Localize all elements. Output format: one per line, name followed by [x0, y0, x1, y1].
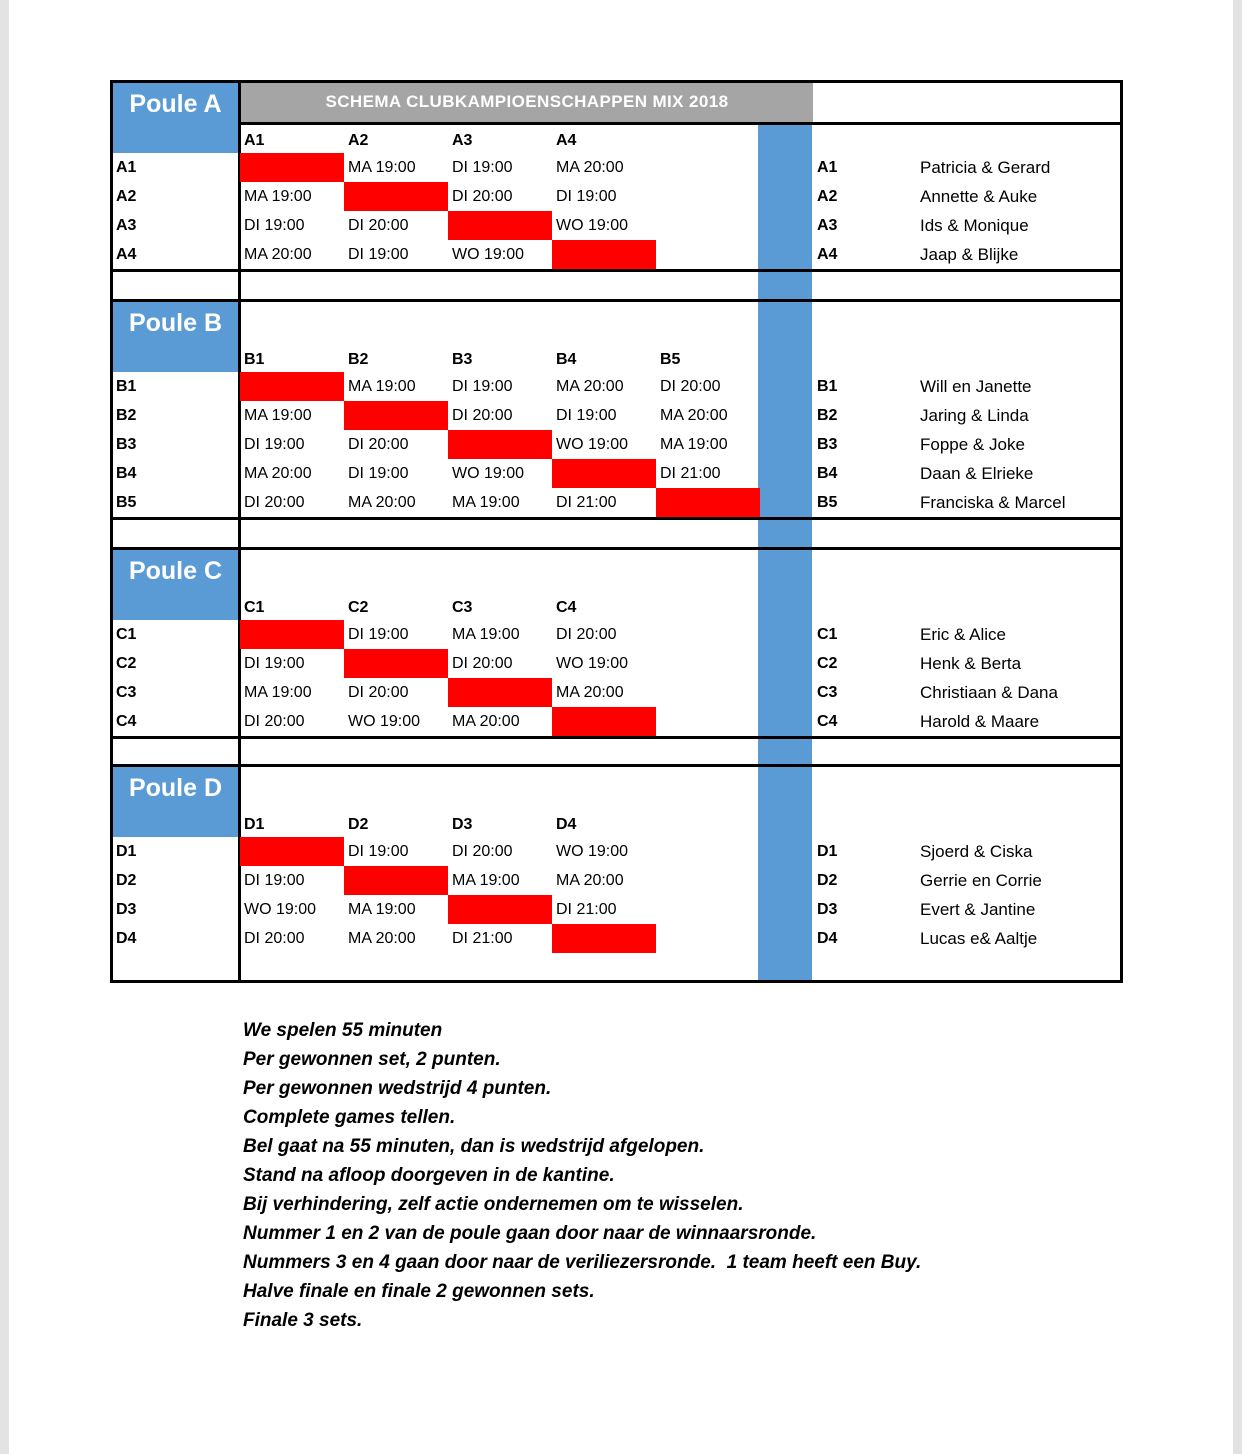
row-label: A1	[116, 159, 137, 176]
schedule-cell: DI 19:00	[244, 436, 305, 453]
team-name: Ids & Monique	[920, 216, 1029, 235]
schedule-cell-self	[552, 459, 656, 488]
row-label: B4	[116, 465, 137, 482]
team-name: Will en Janette	[920, 377, 1032, 396]
schedule-cell-self	[240, 372, 344, 401]
schedule-cell-self	[344, 649, 448, 678]
row-label: C4	[116, 713, 137, 730]
spacer-row	[110, 739, 1123, 764]
note-line: Stand na afloop doorgeven in de kantine.	[243, 1165, 615, 1186]
team-code: C4	[817, 713, 838, 730]
grid-column-header: B3	[452, 351, 473, 368]
schedule-cell: MA 19:00	[348, 378, 416, 395]
schedule-cell-self	[344, 401, 448, 430]
schedule-cell: WO 19:00	[452, 246, 525, 263]
schedule-cell: DI 20:00	[348, 436, 409, 453]
row-label: D3	[116, 901, 137, 918]
team-name: Evert & Jantine	[920, 900, 1036, 919]
schedule-cell: DI 21:00	[660, 465, 721, 482]
schedule-cell-self	[240, 153, 344, 182]
schedule-cell: DI 20:00	[660, 378, 721, 395]
poule-label: Poule A	[129, 90, 222, 118]
schema-title: SCHEMA CLUBKAMPIOENSCHAPPEN MIX 2018	[325, 92, 729, 111]
schedule-cell: MA 19:00	[452, 494, 520, 511]
note-line: Per gewonnen set, 2 punten.	[243, 1049, 501, 1070]
team-code: C3	[817, 684, 838, 701]
note-line: We spelen 55 minuten	[243, 1020, 443, 1041]
spacer-divider	[238, 272, 241, 299]
schedule-cell: DI 19:00	[556, 407, 617, 424]
team-code: D2	[817, 872, 838, 889]
schedule-cell: MA 19:00	[348, 901, 416, 918]
schedule-cell-self	[448, 430, 552, 459]
team-name: Patricia & Gerard	[920, 158, 1051, 177]
poule-label-box	[113, 302, 238, 372]
schedule-cell-self	[344, 866, 448, 895]
schedule-cell: MA 20:00	[348, 930, 416, 947]
schedule-cell: DI 19:00	[244, 872, 305, 889]
row-label: A3	[116, 217, 137, 234]
grid-column-header: B5	[660, 351, 681, 368]
schedule-cell: DI 21:00	[556, 494, 617, 511]
schedule-cell: DI 21:00	[452, 930, 513, 947]
schedule-cell: DI 20:00	[556, 626, 617, 643]
grid-column-header: B1	[244, 351, 265, 368]
row-label: B3	[116, 436, 137, 453]
poule-section	[110, 764, 1123, 983]
team-name: Eric & Alice	[920, 625, 1006, 644]
row-label: C3	[116, 684, 137, 701]
team-name: Harold & Maare	[920, 712, 1040, 731]
schedule-cell: MA 20:00	[660, 407, 728, 424]
poule-label: Poule C	[128, 557, 223, 585]
schedule-cell: WO 19:00	[556, 655, 629, 672]
schedule-cell: DI 19:00	[556, 188, 617, 205]
schedule-cell: MA 20:00	[556, 159, 624, 176]
team-name: Sjoerd & Ciska	[920, 842, 1033, 861]
schedule-cell: MA 19:00	[244, 407, 312, 424]
note-line: Nummers 3 en 4 gaan door naar de veriliezersronde. 1 team heeft een Buy.	[243, 1252, 922, 1273]
note-line: Per gewonnen wedstrijd 4 punten.	[243, 1078, 552, 1099]
schedule-cell: WO 19:00	[348, 713, 421, 730]
schedule-cell: DI 20:00	[244, 930, 305, 947]
team-code: D4	[817, 930, 838, 947]
grid-column-header: D4	[556, 816, 577, 833]
schedule-cell: DI 20:00	[452, 655, 513, 672]
team-code: A4	[817, 246, 838, 263]
team-code: B2	[817, 407, 838, 424]
schedule-cell: MA 19:00	[452, 872, 520, 889]
team-code: B3	[817, 436, 838, 453]
team-name: Daan & Elrieke	[920, 464, 1034, 483]
row-label: D4	[116, 930, 137, 947]
schedule-cell: MA 19:00	[660, 436, 728, 453]
schedule-cell: DI 20:00	[348, 217, 409, 234]
team-code: A2	[817, 188, 838, 205]
row-label: D2	[116, 872, 137, 889]
grid-column-header: A3	[452, 132, 473, 149]
team-code: B5	[817, 494, 838, 511]
header-underline	[813, 122, 1120, 125]
spacer-divider	[238, 739, 241, 764]
schedule-cell: MA 20:00	[556, 872, 624, 889]
spacer-divider	[238, 520, 241, 547]
schedule-cell-self	[552, 240, 656, 269]
schema-title-band	[241, 83, 813, 125]
schedule-cell: MA 19:00	[244, 188, 312, 205]
poule-section	[110, 547, 1123, 739]
poule-label: Poule D	[128, 774, 223, 802]
schedule-cell: WO 19:00	[452, 465, 525, 482]
team-name: Jaring & Linda	[920, 406, 1029, 425]
row-label: B5	[116, 494, 137, 511]
spacer-row	[110, 520, 1123, 547]
schedule-cell: DI 20:00	[348, 684, 409, 701]
schedule-cell: MA 19:00	[452, 626, 520, 643]
poule-section	[110, 299, 1123, 520]
team-name: Lucas e& Aaltje	[920, 929, 1038, 948]
schedule-cell: DI 20:00	[244, 494, 305, 511]
schedule-cell: MA 20:00	[348, 494, 416, 511]
grid-column-header: C4	[556, 599, 577, 616]
team-code: D1	[817, 843, 838, 860]
team-code: A3	[817, 217, 838, 234]
schedule-cell-self	[656, 488, 760, 517]
team-name: Gerrie en Corrie	[920, 871, 1042, 890]
note-line: Nummer 1 en 2 van de poule gaan door naar de winnaarsronde.	[243, 1223, 817, 1244]
team-code: B4	[817, 465, 838, 482]
note-line: Halve finale en finale 2 gewonnen sets.	[243, 1281, 595, 1302]
schedule-cell-self	[344, 182, 448, 211]
schedule-cell: DI 19:00	[452, 159, 513, 176]
note-line: Finale 3 sets.	[243, 1310, 363, 1331]
schedule-cell: DI 19:00	[348, 843, 409, 860]
row-label: A2	[116, 188, 137, 205]
schedule-cell-self	[448, 678, 552, 707]
row-label: D1	[116, 843, 137, 860]
team-code: C1	[817, 626, 838, 643]
team-code: B1	[817, 378, 838, 395]
schedule-cell: DI 21:00	[556, 901, 617, 918]
schedule-cell: MA 20:00	[556, 378, 624, 395]
schedule-cell: MA 20:00	[244, 246, 312, 263]
schedule-cell: DI 20:00	[244, 713, 305, 730]
grid-column-header: D1	[244, 816, 265, 833]
schedule-cell: WO 19:00	[556, 843, 629, 860]
schedule-cell: WO 19:00	[556, 217, 629, 234]
grid-column-header: B2	[348, 351, 369, 368]
schedule-cell: DI 19:00	[348, 626, 409, 643]
poule-section	[110, 80, 1123, 272]
schedule-cell: WO 19:00	[244, 901, 317, 918]
row-label: B1	[116, 378, 137, 395]
poule-label-box	[113, 767, 238, 837]
note-line: Bel gaat na 55 minuten, dan is wedstrijd afgelopen.	[243, 1136, 705, 1157]
schedule-cell-self	[448, 895, 552, 924]
poule-label-box	[113, 550, 238, 620]
schedule-cell-self	[552, 707, 656, 736]
note-line: Complete games tellen.	[243, 1107, 456, 1128]
schedule-cell-self	[240, 620, 344, 649]
schedule-cell: MA 19:00	[348, 159, 416, 176]
schedule-cell: DI 20:00	[452, 407, 513, 424]
grid-column-header: A2	[348, 132, 369, 149]
schedule-cell: DI 20:00	[452, 188, 513, 205]
row-label: C1	[116, 626, 137, 643]
grid-column-header: D2	[348, 816, 369, 833]
team-name: Christiaan & Dana	[920, 683, 1058, 702]
schedule-cell: DI 19:00	[452, 378, 513, 395]
schedule-cell-self	[552, 924, 656, 953]
grid-column-header: B4	[556, 351, 577, 368]
schedule-cell: MA 20:00	[556, 684, 624, 701]
schedule-cell: DI 19:00	[244, 217, 305, 234]
grid-column-header: C2	[348, 599, 369, 616]
schedule-cell-self	[448, 211, 552, 240]
spacer-row	[110, 272, 1123, 299]
schedule-cell: MA 20:00	[244, 465, 312, 482]
schedule-cell: DI 19:00	[348, 465, 409, 482]
schedule-cell: MA 19:00	[244, 684, 312, 701]
grid-column-header: C3	[452, 599, 473, 616]
team-name: Foppe & Joke	[920, 435, 1025, 454]
team-name: Franciska & Marcel	[920, 493, 1066, 512]
grid-column-header: A1	[244, 132, 265, 149]
row-label: B2	[116, 407, 137, 424]
grid-column-header: A4	[556, 132, 577, 149]
row-label: C2	[116, 655, 137, 672]
note-line: Bij verhindering, zelf actie ondernemen om te wisselen.	[243, 1194, 744, 1215]
rules-notes	[243, 1016, 921, 1335]
team-code: C2	[817, 655, 838, 672]
team-code: D3	[817, 901, 838, 918]
page-edge-left	[0, 0, 9, 1454]
schedule-cell: WO 19:00	[556, 436, 629, 453]
row-label: A4	[116, 246, 137, 263]
page-edge-right	[1233, 0, 1242, 1454]
schedule-cell-self	[240, 837, 344, 866]
team-name: Annette & Auke	[920, 187, 1038, 206]
schedule-cell: DI 19:00	[244, 655, 305, 672]
team-name: Jaap & Blijke	[920, 245, 1019, 264]
poule-label: Poule B	[128, 309, 223, 337]
grid-column-header: D3	[452, 816, 473, 833]
team-name: Henk & Berta	[920, 654, 1022, 673]
schedule-cell: DI 19:00	[348, 246, 409, 263]
poule-label-box	[113, 83, 238, 153]
schedule-cell: DI 20:00	[452, 843, 513, 860]
team-code: A1	[817, 159, 838, 176]
schedule-cell: MA 20:00	[452, 713, 520, 730]
grid-column-header: C1	[244, 599, 265, 616]
